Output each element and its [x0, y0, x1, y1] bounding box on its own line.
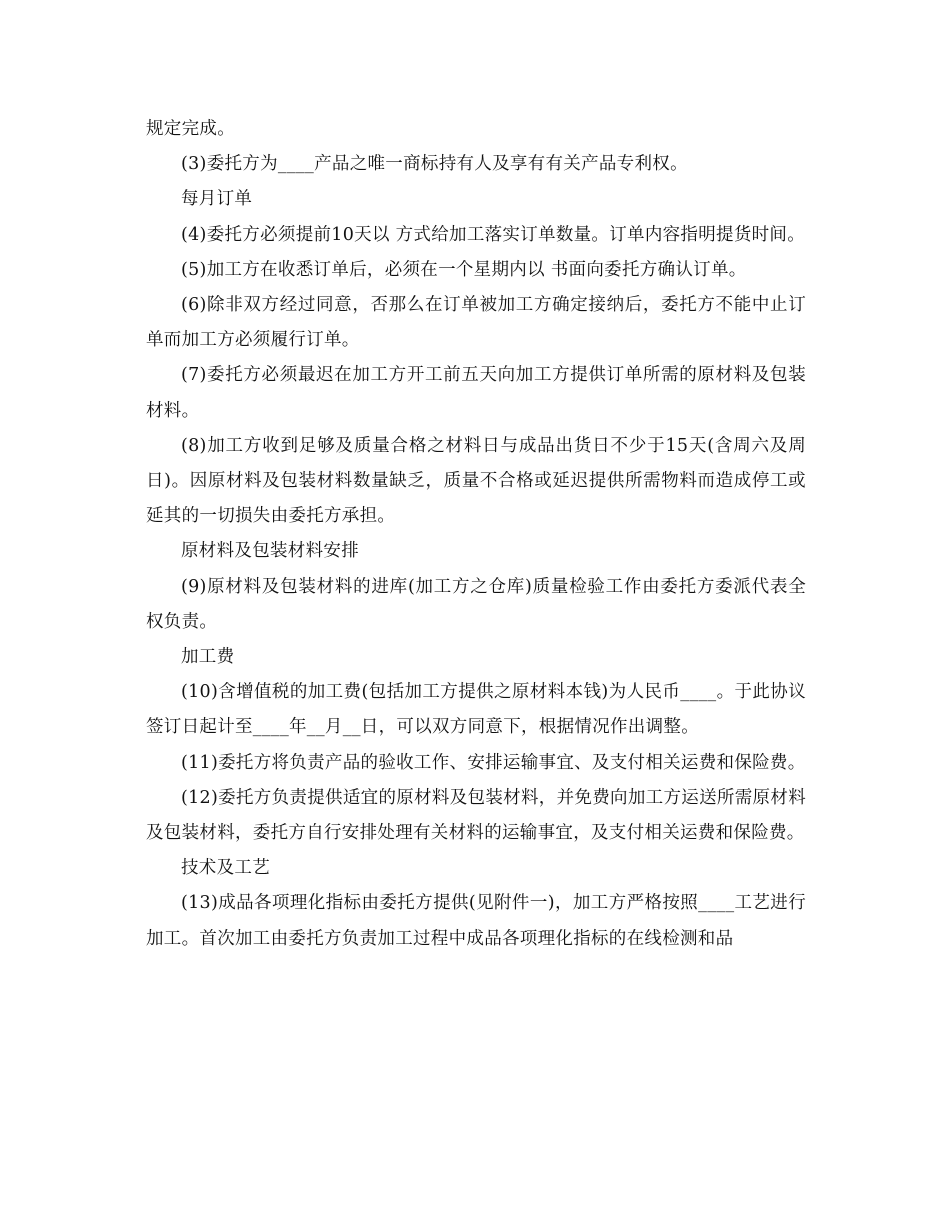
paragraph-clause-6: (6)除非双方经过同意，否那么在订单被加工方确定接纳后，委托方不能中止订单而加工方必须履行订单。: [146, 295, 806, 351]
section-heading-technology: 技术及工艺: [181, 858, 270, 879]
section-heading-processing-fee: 加工费: [181, 647, 235, 668]
paragraph-continuation: 规定完成。: [146, 119, 235, 139]
section-heading-monthly-orders: 每月订单: [181, 189, 253, 210]
paragraph-clause-12: (12)委托方负责提供适宜的原材料及包装材料，并免费向加工方运送所需原材料及包装材料，委托方自行安排处理有关材料的运输事宜，及支付相关运费和保险费。: [146, 787, 806, 844]
document-body: [146, 112, 806, 957]
paragraph-clause-3: (3)委托方为____产品之唯一商标持有人及享有有关产品专利权。: [181, 154, 688, 175]
paragraph-clause-4: (4)委托方必须提前10天以 方式给加工落实订单数量。订单内容指明提货时间。: [181, 224, 806, 245]
paragraph-clause-9: (9)原材料及包装材料的进库(加工方之仓库)质量检验工作由委托方委派代表全权负责。: [146, 576, 806, 632]
paragraph-clause-5: (5)加工方在收悉订单后，必须在一个星期内以 书面向委托方确认订单。: [181, 259, 747, 280]
paragraph-clause-11: (11)委托方将负责产品的验收工作、安排运输事宜、及支付相关运费和保险费。: [181, 752, 806, 773]
paragraph-clause-8: (8)加工方收到足够及质量合格之材料日与成品出货日不少于15天(含周六及周日)。因原材料及包装材料数量缺乏，质量不合格或延迟提供所需物料而造成停工或延其的一切损失由委托方承担。: [146, 435, 806, 527]
section-heading-materials: 原材料及包装材料安排: [181, 541, 359, 562]
paragraph-clause-7: (7)委托方必须最迟在加工方开工前五天向加工方提供订单所需的原材料及包装材料。: [146, 365, 806, 421]
paragraph-clause-10: (10)含增值税的加工费(包括加工方提供之原材料本钱)为人民币____。于此协议签订日起计至____年__月__日，可以双方同意下，根据情况作出调整。: [146, 682, 806, 738]
paragraph-clause-13: (13)成品各项理化指标由委托方提供(见附件一)，加工方严格按照____工艺进行加工。首次加工由委托方负责加工过程中成品各项理化指标的在线检测和品: [146, 893, 806, 949]
